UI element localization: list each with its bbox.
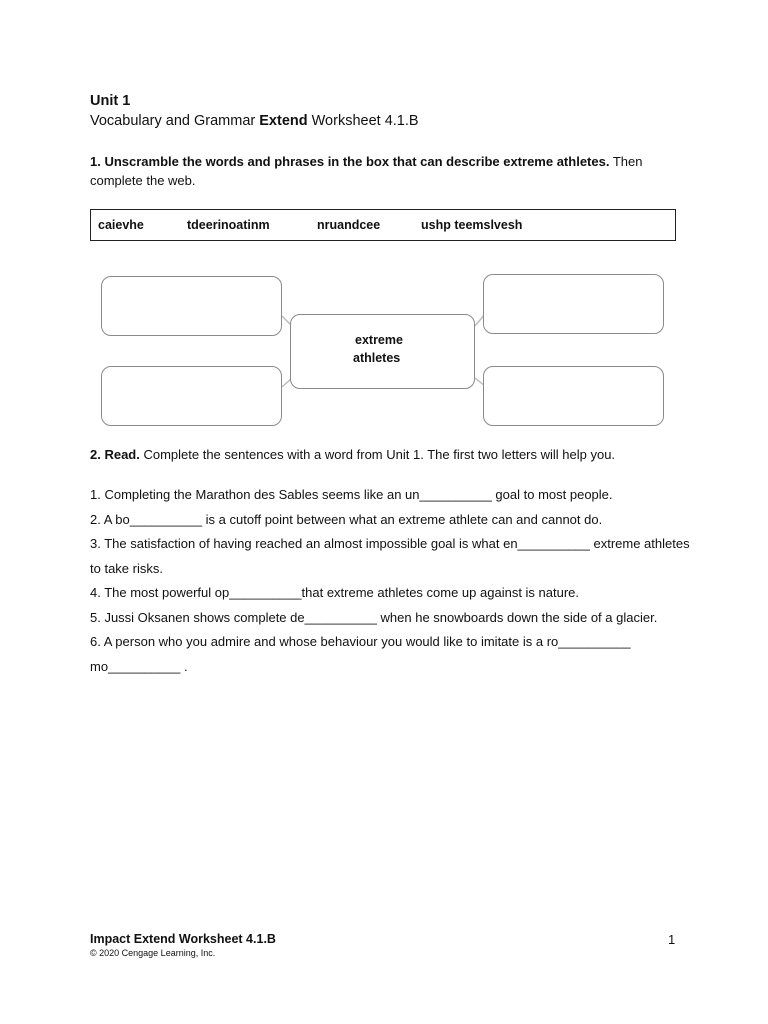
scrambled-word: tdeerinoatinm [187,218,270,232]
scrambled-word: ushp teemslvesh [421,218,523,232]
web-center-node [290,314,475,389]
sentence-item: 2. A bo__________ is a cutoff point between what an extreme athlete can and cannot do. [90,511,603,527]
page-number: 1 [668,932,676,947]
web-center-label-line1: extreme [355,333,403,347]
web-center-label-line2: athletes [353,351,401,365]
footer-title: Impact Extend Worksheet 4.1.B [90,932,276,946]
exercise1-instruction-rest: Then complete the web. [90,154,643,188]
exercise1-instruction-bold: 1. Unscramble the words and phrases in the box that can describe extreme athletes. [90,154,610,169]
sentence-item: 3. The satisfaction of having reached an almost impossible goal is what en__________ extreme athletes to take risks. [90,536,690,576]
sentence-list [90,483,690,679]
web-answer-box-bottom-left[interactable] [101,366,282,426]
exercise2-instruction-rest: Complete the sentences with a word from Unit 1. The first two letters will help you. [139,447,616,462]
subtitle-bold: Extend [259,113,308,129]
unit-title: Unit 1 [90,93,131,109]
footer-copyright: © 2020 Cengage Learning, Inc. [90,948,216,958]
web-answer-box-bottom-right[interactable] [483,366,664,426]
sentence-item: 1. Completing the Marathon des Sables seems like an un__________ goal to most people. [90,487,613,502]
sentence-item: 5. Jussi Oksanen shows complete de__________ when he snowboards down the side of a glacier. [90,609,658,625]
sentence-item: 6. A person who you admire and whose behaviour you would like to imitate is a ro__________ mo__________ . [90,634,631,674]
sentence-item: 4. The most powerful op__________that extreme athletes come up against is nature. [90,585,580,600]
web-answer-box-top-left[interactable] [101,276,282,336]
exercise2-instruction-bold: 2. Read. [90,447,140,462]
subtitle-pre: Vocabulary and Grammar [90,113,260,129]
exercise2-instruction [90,447,615,462]
web-answer-box-top-right[interactable] [483,274,664,334]
scrambled-word: caievhe [98,218,144,232]
scrambled-word: nruandcee [317,218,381,232]
subtitle-post: Worksheet 4.1.B [307,113,419,129]
